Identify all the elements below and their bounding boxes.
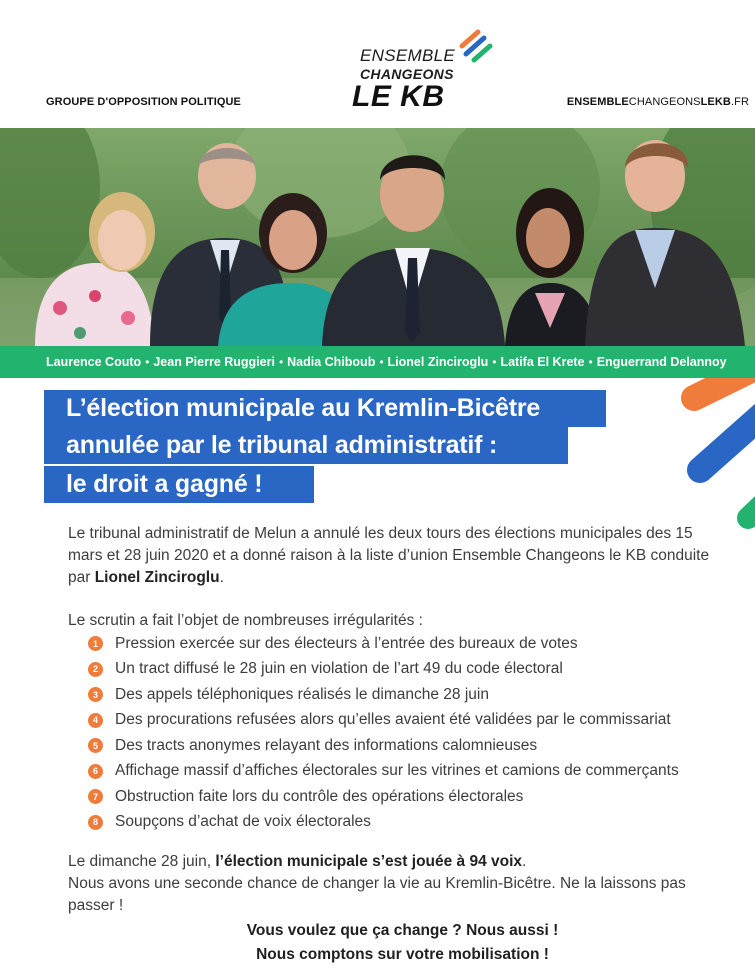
logo: [352, 26, 502, 118]
number-badge: 3: [88, 687, 103, 702]
logo-line1: ENSEMBLE: [360, 46, 455, 65]
list-item: 2 Un tract diffusé le 28 juin en violation de l’art 49 du code électoral: [88, 657, 748, 683]
headline-line-2: annulée par le tribunal administratif :: [44, 427, 568, 464]
list-item: 6 Affichage massif d’affiches électorales sur les vitrines et camions de commerçants: [88, 759, 748, 785]
list-item: 7 Obstruction faite lors du contrôle des opérations électorales: [88, 784, 748, 810]
candidate-name: Jean Pierre Ruggieri: [153, 355, 275, 369]
candidate-name: Nadia Chiboub: [287, 355, 376, 369]
vote-margin: l’élection municipale s’est jouée à 94 voix: [215, 853, 523, 870]
name-separator: •: [588, 355, 593, 369]
candidates-banner: [0, 346, 755, 378]
group-label: GROUPE D'OPPOSITION POLITIQUE: [46, 96, 241, 108]
group-photo: [0, 128, 755, 346]
number-badge: 2: [88, 662, 103, 677]
group-photo-illustration: [0, 128, 755, 346]
leader-name: Lionel Zinciroglu: [94, 569, 220, 586]
candidate-name: Laurence Couto: [46, 355, 142, 369]
number-badge: 6: [88, 764, 103, 779]
intro-paragraph: Le tribunal administratif de Melun a annulé les deux tours des élections municipales des 15 mars et 28 juin 2020 et a donné raison à la liste d’union Ensemble Changeons le KB conduite par Lionel Zinciroglu.: [68, 525, 710, 586]
name-separator: •: [492, 355, 497, 369]
number-badge: 4: [88, 713, 103, 728]
number-badge: 5: [88, 738, 103, 753]
decorative-stripes-icon: [680, 378, 755, 533]
candidate-name: Enguerrand Delannoy: [596, 355, 727, 369]
closing-line-1: Vous voulez que ça change ? Nous aussi !: [246, 922, 559, 939]
name-separator: •: [278, 355, 284, 369]
logo-line2: CHANGEONS: [360, 66, 454, 82]
headline-line-3: le droit a gagné !: [44, 466, 314, 503]
list-item: 8 Soupçons d’achat de voix électorales: [88, 810, 748, 836]
header: [0, 0, 755, 128]
candidate-name: Latifa El Krete: [500, 355, 585, 369]
candidate-name: Lionel Zinciroglu: [387, 355, 489, 369]
site-url[interactable]: ENSEMBLECHANGEONSLEKB.FR: [566, 96, 749, 108]
name-separator: •: [379, 355, 384, 369]
number-badge: 8: [88, 815, 103, 830]
number-badge: 7: [88, 789, 103, 804]
list-item: 4 Des procurations refusées alors qu’elles avaient été validées par le commissariat: [88, 708, 748, 734]
name-separator: •: [145, 355, 150, 369]
irregularities-intro: Le scrutin a fait l’objet de nombreuses irrégularités :: [68, 612, 423, 629]
list-item: 5 Des tracts anonymes relayant des informations calomnieuses: [88, 733, 748, 759]
logo-line3: LE KB: [352, 80, 445, 113]
number-badge: 1: [88, 636, 103, 651]
irregularities-list: [88, 631, 748, 835]
result-paragraph: Le dimanche 28 juin, l’élection municipale s’est jouée à 94 voix. Nous avons une seconde chance de changer la vie au Kremlin-Bicêtre. Ne la laissons pas passer !: [68, 853, 686, 914]
list-item: 3 Des appels téléphoniques réalisés le dimanche 28 juin: [88, 682, 748, 708]
list-item: 1 Pression exercée sur des électeurs à l’entrée des bureaux de votes: [88, 631, 748, 657]
closing-line-2: Nous comptons sur votre mobilisation !: [256, 946, 549, 963]
headline-line-1: L’élection municipale au Kremlin-Bicêtre: [44, 390, 606, 427]
logo-stripes-icon: [456, 26, 496, 66]
